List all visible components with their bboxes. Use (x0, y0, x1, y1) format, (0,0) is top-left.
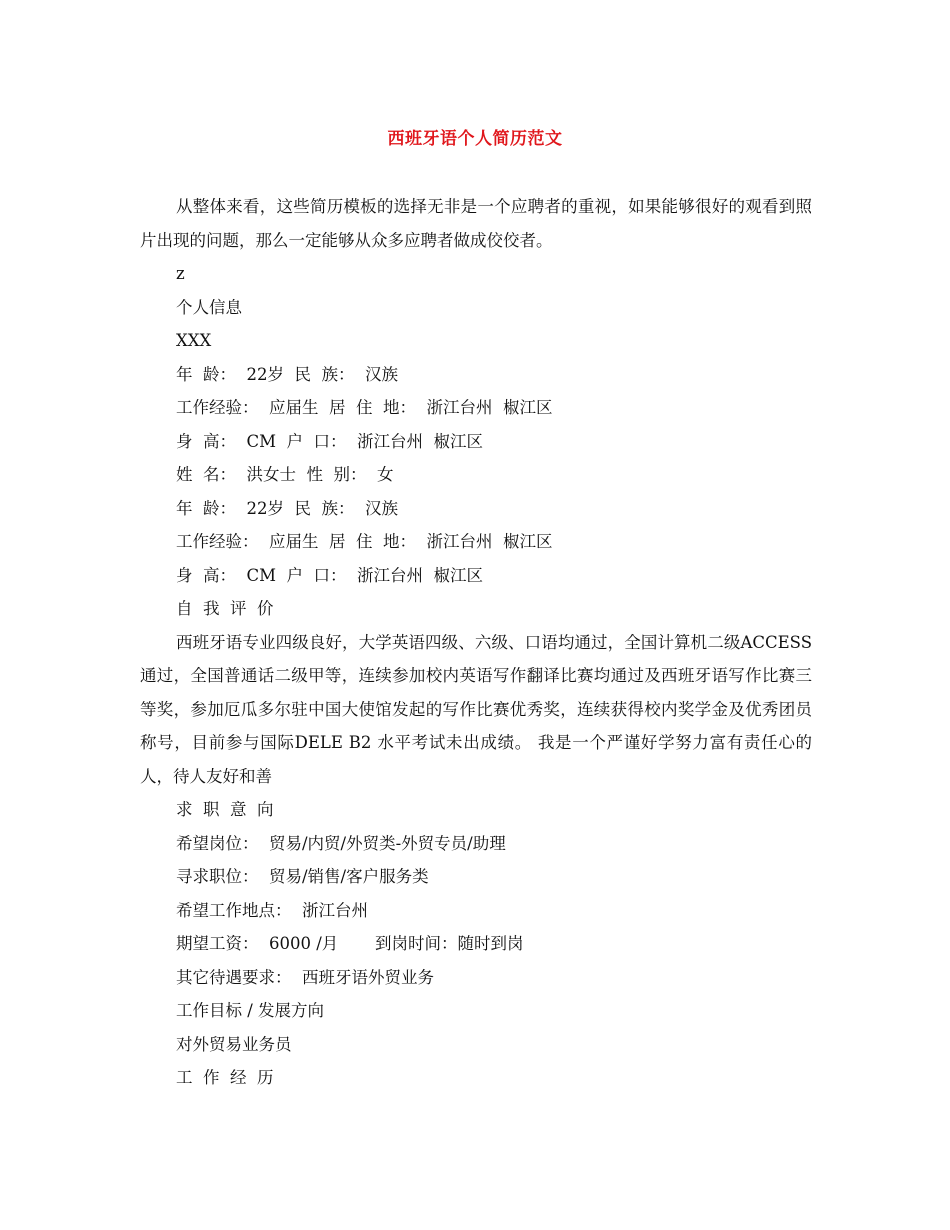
info-row: 其它待遇要求： 西班牙语外贸业务 (176, 967, 434, 987)
section-heading-work-experience: 工 作 经 历 (176, 1068, 274, 1087)
info-row: 希望工作地点： 浙江台州 (176, 900, 368, 920)
page-title: 西班牙语个人简历范文 (387, 129, 563, 149)
info-row: 姓 名： 洪女士 性 别： 女 (176, 465, 394, 484)
text-line: XXX (176, 331, 212, 350)
info-row: 希望岗位： 贸易/内贸/外贸类-外贸专员/助理 (176, 833, 506, 853)
info-row: 身 高： CM 户 口： 浙江台州 椒江区 (176, 565, 483, 585)
intro-paragraph: 从整体来看，这些简历模板的选择无非是一个应聘者的重视，如果能够很好的观看到照片出现的问题，那么一定能够从众多应聘者做成佼佼者。 (140, 197, 812, 250)
self-evaluation-paragraph: 西班牙语专业四级良好，大学英语四级、六级、口语均通过，全国计算机二级ACCESS通过，全国普通话二级甲等，连续参加校内英语写作翻译比赛均通过及西班牙语写作比赛三等奖，参加厄瓜多尔驻中国大使馆发起的写作比赛优秀奖，连续获得校内奖学金及优秀团员称号，目前参与国际DELE B2 水平考试未出成绩。 我是一个严谨好学努力富有责任心的人，待人友好和善 (140, 632, 812, 786)
text-line: 对外贸易业务员 (176, 1034, 292, 1054)
info-row: 工作经验： 应届生 居 住 地： 浙江台州 椒江区 (176, 532, 553, 551)
section-heading-self-evaluation: 自 我 评 价 (176, 599, 274, 618)
info-row: 寻求职位： 贸易/销售/客户服务类 (176, 867, 429, 886)
text-line: z (176, 264, 185, 283)
document-body (140, 190, 812, 1095)
section-heading-personal-info: 个人信息 (176, 297, 242, 317)
info-row: 年 龄： 22岁 民 族： 汉族 (176, 498, 398, 518)
info-row: 工作经验： 应届生 居 住 地： 浙江台州 椒江区 (176, 398, 553, 417)
info-row: 年 龄： 22岁 民 族： 汉族 (176, 364, 398, 384)
section-heading-job-intention: 求 职 意 向 (176, 800, 274, 819)
info-row: 期望工资： 6000 /月 到岗时间：随时到岗 (176, 934, 524, 953)
info-row: 身 高： CM 户 口： 浙江台州 椒江区 (176, 431, 483, 451)
section-heading-career-goal: 工作目标 / 发展方向 (176, 1001, 325, 1020)
